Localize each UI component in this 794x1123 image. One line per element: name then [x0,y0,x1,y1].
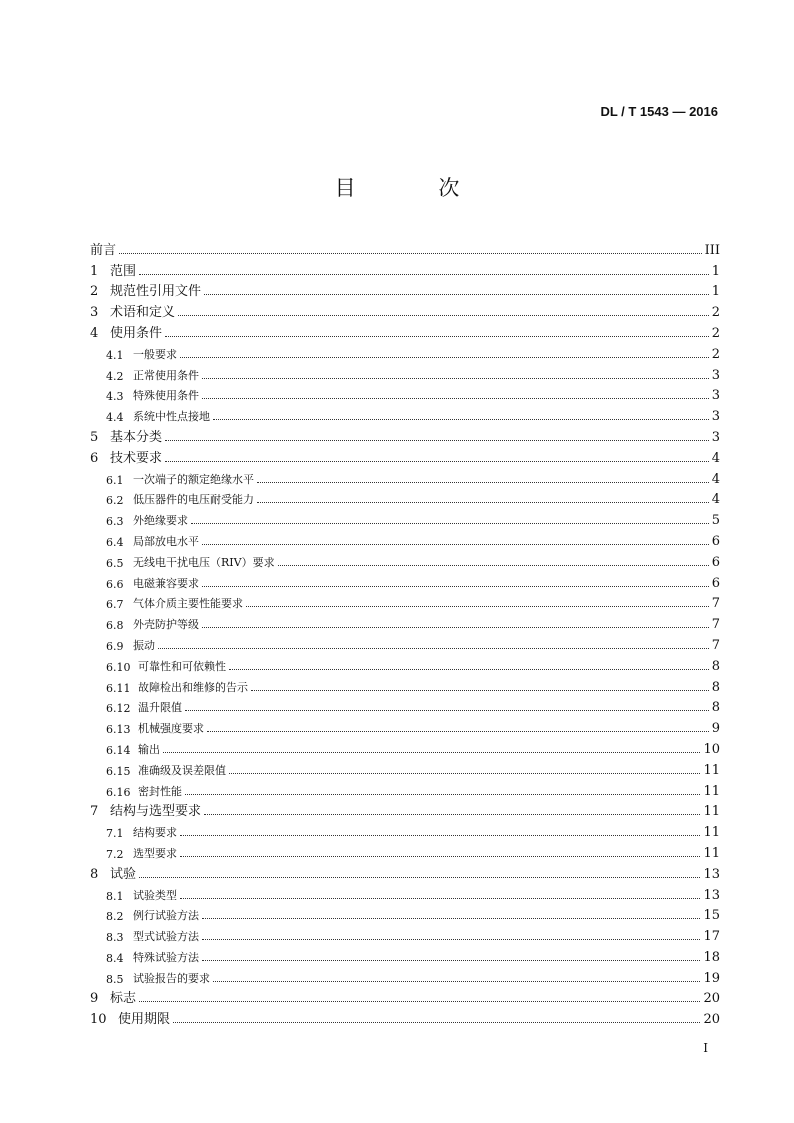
toc-entry-number: 4.2 [106,369,124,383]
toc-leader-dots [213,419,709,420]
toc-entry-number: 7 [90,804,99,820]
toc-leader-dots [257,482,709,483]
toc-leader-dots [207,731,709,732]
toc-entry-label: 试验 [110,866,137,882]
toc-entry-label: 密封性能 [138,784,182,798]
toc-entry-page: 3 [711,388,720,404]
toc-entry[interactable] [90,861,720,882]
toc-entry[interactable] [90,674,720,695]
toc-leader-dots [191,523,709,524]
toc-entry-page: 6 [711,533,720,549]
toc-entry-label: 温升限值 [138,701,182,715]
toc-entry-number: 8.4 [106,951,124,965]
toc-entry-label: 使用期限 [118,1012,171,1028]
toc-entry-number: 6.16 [106,785,131,799]
toc-entry-number: 9 [90,991,99,1007]
toc-entry[interactable] [90,237,720,258]
toc-entry[interactable] [90,528,720,549]
toc-entry-number: 4 [90,325,99,341]
toc-entry-number: 6.15 [106,764,131,778]
toc-entry[interactable] [90,840,720,861]
toc-entry-number: 3 [90,305,99,321]
toc-entry-label: 气体介质主要性能要求 [133,597,243,611]
toc-entry[interactable] [90,778,720,799]
toc-entry-number: 6.8 [106,619,124,633]
toc-entry[interactable] [90,362,720,383]
toc-entry[interactable] [90,299,720,320]
page-title: 目 次 [334,176,498,200]
toc-entry-label: 外绝缘要求 [133,514,188,528]
toc-entry-page: 11 [703,845,720,861]
toc-entry-number: 5 [90,429,99,445]
toc-entry-page: 19 [703,970,720,986]
toc-entry[interactable] [90,882,720,903]
toc-entry-page: 18 [703,949,720,965]
toc-leader-dots [229,669,709,670]
toc-leader-dots [165,440,709,441]
toc-entry-number: 6.10 [106,660,131,674]
toc-entry-number: 6.5 [106,556,124,570]
toc-entry[interactable] [90,424,720,445]
toc-entry-label: 机械强度要求 [138,722,204,736]
standard-code: DL / T 1543 — 2016 [600,104,718,119]
toc-entry[interactable] [90,466,720,487]
toc-entry-label: 可靠性和可依赖性 [138,659,226,673]
toc-entry[interactable] [90,715,720,736]
toc-entry[interactable] [90,799,720,820]
toc-entry-number: 7.1 [106,827,124,841]
toc-leader-dots [185,710,709,711]
toc-entry-label: 范围 [110,263,137,279]
toc-entry-label: 结构与选型要求 [110,804,202,820]
toc-entry-label: 基本分类 [110,429,163,445]
toc-entry-page: 15 [703,908,720,924]
toc-entry-label: 例行试验方法 [133,909,199,923]
toc-entry-page: 2 [711,325,720,341]
toc-leader-dots [202,378,709,379]
toc-entry[interactable] [90,986,720,1007]
toc-leader-dots [202,398,709,399]
toc-entry-number: 8.1 [106,889,124,903]
toc-entry-page: 4 [711,492,720,508]
toc-leader-dots [257,502,709,503]
toc-leader-dots [139,1001,700,1002]
toc-leader-dots [202,960,700,961]
toc-entry-label: 术语和定义 [110,305,176,321]
toc-entry[interactable] [90,279,720,300]
toc-entry-label: 局部放电水平 [133,534,199,548]
toc-leader-dots [202,586,709,587]
toc-entry-page: 7 [711,637,720,653]
toc-entry-page: 8 [711,700,720,716]
toc-entry-page: 20 [703,1012,720,1028]
toc-entry-number: 1 [90,263,99,279]
toc-leader-dots [178,315,709,316]
toc-leader-dots [278,565,709,566]
toc-entry[interactable] [90,965,720,986]
toc-leader-dots [202,627,709,628]
toc-entry-number: 6.3 [106,515,124,529]
toc-entry-page: 11 [703,783,720,799]
toc-entry-page: 3 [711,367,720,383]
toc-entry-number: 6.2 [106,494,124,508]
toc-entry-label: 外壳防护等级 [133,618,199,632]
toc-entry-page: 8 [711,658,720,674]
toc-entry-number: 8.5 [106,972,124,986]
toc-entry-page: 3 [711,409,720,425]
toc-leader-dots [165,336,709,337]
toc-leader-dots [202,544,709,545]
toc-entry-page: 1 [711,284,720,300]
toc-entry-label: 使用条件 [110,325,163,341]
toc-leader-dots [165,461,709,462]
toc-entry-number: 4.1 [106,348,124,362]
toc-entry-label: 型式试验方法 [133,930,199,944]
toc-entry[interactable] [90,819,720,840]
toc-entry-page: 6 [711,575,720,591]
table-of-contents [90,237,720,1027]
toc-entry-number: 8.2 [106,910,124,924]
toc-entry-label: 准确级及误差限值 [138,763,226,777]
toc-entry[interactable] [90,903,720,924]
toc-entry-page: 13 [703,866,720,882]
toc-entry-page: 11 [703,762,720,778]
toc-entry-number: 10 [90,1012,107,1028]
toc-entry-label: 试验报告的要求 [133,971,210,985]
toc-entry-label: 前言 [90,242,117,258]
toc-entry-page: 4 [711,471,720,487]
toc-entry[interactable] [90,403,720,424]
toc-entry[interactable] [90,695,720,716]
toc-entry-label: 输出 [138,742,160,756]
toc-entry-page: 7 [711,596,720,612]
toc-entry-number: 6.13 [106,723,131,737]
toc-entry[interactable] [90,487,720,508]
toc-entry-label: 特殊使用条件 [133,389,199,403]
toc-entry-label: 振动 [133,638,155,652]
toc-entry-page: 11 [703,825,720,841]
toc-entry[interactable] [90,383,720,404]
toc-entry-page: 6 [711,554,720,570]
toc-entry-label: 试验类型 [133,888,177,902]
toc-leader-dots [229,773,700,774]
toc-entry[interactable] [90,591,720,612]
toc-leader-dots [180,898,700,899]
toc-entry-number: 2 [90,284,99,300]
toc-entry-label: 选型要求 [133,846,177,860]
toc-entry-page: 20 [703,991,720,1007]
toc-entry[interactable] [90,445,720,466]
toc-entry[interactable] [90,611,720,632]
toc-leader-dots [139,274,709,275]
toc-leader-dots [202,939,700,940]
toc-entry-page: 2 [711,346,720,362]
toc-entry-page: 10 [703,741,720,757]
toc-entry[interactable] [90,341,720,362]
toc-entry-page: 17 [703,929,720,945]
toc-entry-page: 5 [711,513,720,529]
toc-entry[interactable] [90,1006,720,1027]
toc-leader-dots [246,606,709,607]
page-number: I [703,1041,708,1055]
toc-entry-page: 2 [711,305,720,321]
toc-entry-page: 9 [711,721,720,737]
toc-entry-number: 8 [90,866,99,882]
toc-entry-label: 无线电干扰电压（RIV）要求 [133,555,275,569]
toc-entry-number: 7.2 [106,847,124,861]
toc-leader-dots [173,1022,700,1023]
toc-entry-number: 6.11 [106,681,131,695]
toc-entry-number: 6.12 [106,702,131,716]
toc-leader-dots [180,357,709,358]
toc-leader-dots [158,648,709,649]
toc-entry-number: 6.6 [106,577,124,591]
toc-entry-label: 标志 [110,991,137,1007]
toc-entry-label: 正常使用条件 [133,368,199,382]
toc-leader-dots [185,794,700,795]
toc-entry-label: 故障检出和维修的告示 [138,680,248,694]
toc-entry-page: 13 [703,887,720,903]
toc-entry-number: 4.4 [106,411,124,425]
toc-leader-dots [119,253,702,254]
toc-leader-dots [180,856,700,857]
toc-entry[interactable] [90,736,720,757]
toc-entry-number: 6 [90,450,99,466]
toc-entry-page: 3 [711,429,720,445]
toc-entry-label: 电磁兼容要求 [133,576,199,590]
toc-entry[interactable] [90,632,720,653]
toc-entry-label: 技术要求 [110,450,163,466]
toc-entry[interactable] [90,944,720,965]
toc-entry-number: 6.7 [106,598,124,612]
toc-entry-number: 8.3 [106,931,124,945]
toc-entry-page: 1 [711,263,720,279]
toc-entry-number: 6.9 [106,639,124,653]
toc-entry-label: 特殊试验方法 [133,950,199,964]
toc-entry-page: 8 [711,679,720,695]
toc-entry[interactable] [90,570,720,591]
toc-leader-dots [204,294,709,295]
toc-leader-dots [204,814,700,815]
toc-entry-label: 一次端子的额定绝缘水平 [133,472,254,486]
toc-entry[interactable] [90,923,720,944]
toc-entry-page: 4 [711,450,720,466]
toc-leader-dots [180,835,700,836]
toc-entry-number: 6.4 [106,535,124,549]
toc-entry-page: III [704,242,720,258]
toc-entry[interactable] [90,653,720,674]
toc-entry[interactable] [90,320,720,341]
toc-entry[interactable] [90,507,720,528]
toc-leader-dots [213,981,700,982]
toc-entry-label: 一般要求 [133,347,177,361]
toc-entry-label: 低压器件的电压耐受能力 [133,493,254,507]
toc-entry[interactable] [90,757,720,778]
toc-leader-dots [163,752,700,753]
toc-entry-label: 系统中性点接地 [133,410,210,424]
toc-entry[interactable] [90,258,720,279]
toc-entry-label: 规范性引用文件 [110,284,202,300]
toc-entry-label: 结构要求 [133,826,177,840]
toc-entry[interactable] [90,549,720,570]
toc-entry-page: 11 [703,804,720,820]
toc-leader-dots [202,918,700,919]
toc-entry-page: 7 [711,617,720,633]
toc-entry-number: 4.3 [106,390,124,404]
toc-leader-dots [251,690,709,691]
toc-entry-number: 6.1 [106,473,124,487]
toc-leader-dots [139,877,700,878]
toc-entry-number: 6.14 [106,743,131,757]
